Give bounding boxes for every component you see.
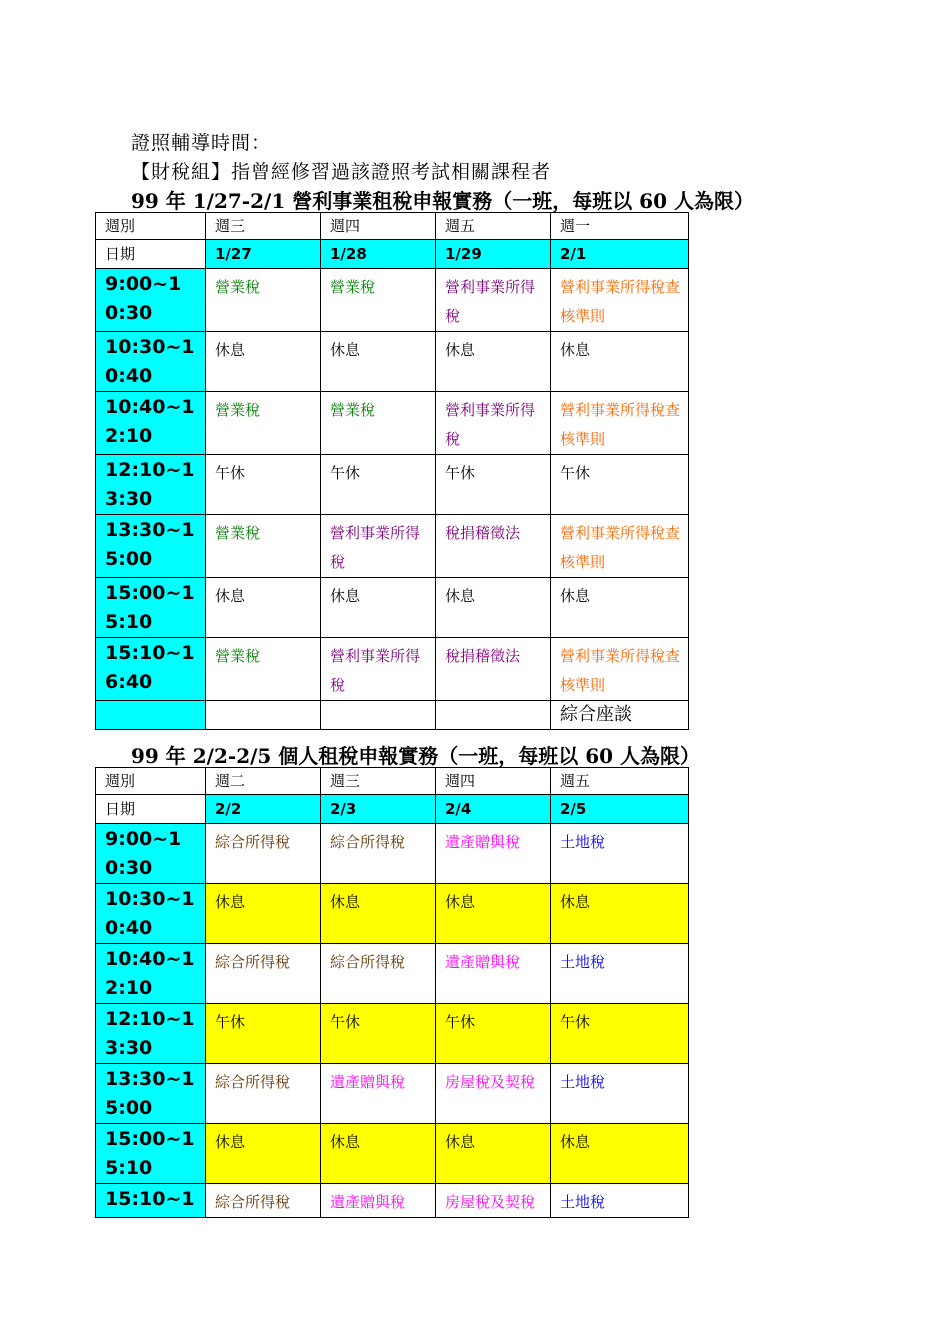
session-cell: 土地稅 bbox=[551, 1184, 689, 1218]
schedule-row bbox=[96, 1124, 689, 1184]
weekday-cell: 週三 bbox=[206, 213, 321, 240]
session-cell: 房屋稅及契稅 bbox=[436, 1184, 551, 1218]
time-slot: 15:10~16:40 bbox=[96, 638, 206, 701]
session-cell: 稅捐稽徵法 bbox=[436, 638, 551, 701]
session-cell: 營業稅 bbox=[206, 392, 321, 455]
schedule-table-business-tax bbox=[95, 212, 689, 730]
date-header-label: 日期 bbox=[96, 240, 206, 269]
date-cell: 2/2 bbox=[206, 795, 321, 824]
session-cell: 營業稅 bbox=[206, 269, 321, 332]
session-cell: 休息 bbox=[206, 332, 321, 392]
table1-heading: 99 年 1/27-2/1 營利事業租稅申報實務（一班，每班以 60 人為限） bbox=[131, 189, 754, 213]
time-slot: 10:40~12:10 bbox=[96, 392, 206, 455]
session-cell: 休息 bbox=[551, 1124, 689, 1184]
time-slot: 10:30~10:40 bbox=[96, 884, 206, 944]
time-slot: 12:10~13:30 bbox=[96, 455, 206, 515]
time-slot: 13:30~15:00 bbox=[96, 515, 206, 578]
date-cell: 1/28 bbox=[321, 240, 436, 269]
schedule-row bbox=[96, 269, 689, 332]
session-cell: 房屋稅及契稅 bbox=[436, 1064, 551, 1124]
session-cell: 午休 bbox=[321, 1004, 436, 1064]
session-cell: 營利事業所得稅查核準則 bbox=[551, 269, 689, 332]
weekday-header-label: 週別 bbox=[96, 213, 206, 240]
weekday-cell: 週五 bbox=[551, 768, 689, 795]
session-cell: 營利事業所得稅 bbox=[436, 269, 551, 332]
session-cell: 營業稅 bbox=[206, 638, 321, 701]
session-cell: 遺產贈與稅 bbox=[321, 1064, 436, 1124]
session-cell: 休息 bbox=[206, 1124, 321, 1184]
time-slot: 15:00~15:10 bbox=[96, 578, 206, 638]
session-cell: 營業稅 bbox=[321, 392, 436, 455]
time-slot: 15:00~15:10 bbox=[96, 1124, 206, 1184]
session-cell: 土地稅 bbox=[551, 1064, 689, 1124]
date-cell: 1/29 bbox=[436, 240, 551, 269]
schedule-row bbox=[96, 1184, 689, 1218]
session-cell: 休息 bbox=[206, 884, 321, 944]
date-cell: 2/1 bbox=[551, 240, 689, 269]
date-header-label: 日期 bbox=[96, 795, 206, 824]
session-cell: 休息 bbox=[436, 1124, 551, 1184]
time-slot: 10:40~12:10 bbox=[96, 944, 206, 1004]
date-cell: 1/27 bbox=[206, 240, 321, 269]
schedule-row bbox=[96, 701, 689, 730]
session-cell: 休息 bbox=[206, 578, 321, 638]
time-slot: 12:10~13:30 bbox=[96, 1004, 206, 1064]
schedule-row bbox=[96, 578, 689, 638]
schedule-row bbox=[96, 1064, 689, 1124]
schedule-row bbox=[96, 884, 689, 944]
session-cell: 休息 bbox=[321, 332, 436, 392]
session-cell: 休息 bbox=[436, 332, 551, 392]
session-cell: 休息 bbox=[551, 884, 689, 944]
time-slot: 13:30~15:00 bbox=[96, 1064, 206, 1124]
session-cell: 營業稅 bbox=[321, 269, 436, 332]
session-cell: 午休 bbox=[321, 455, 436, 515]
weekday-row bbox=[96, 768, 689, 795]
session-cell: 土地稅 bbox=[551, 824, 689, 884]
session-cell: 綜合所得稅 bbox=[321, 824, 436, 884]
date-cell: 2/3 bbox=[321, 795, 436, 824]
schedule-row bbox=[96, 1004, 689, 1064]
time-slot: 15:10~1 bbox=[96, 1184, 206, 1218]
session-cell bbox=[436, 701, 551, 730]
session-cell: 休息 bbox=[321, 578, 436, 638]
time-slot: 9:00~10:30 bbox=[96, 824, 206, 884]
session-cell: 營利事業所得稅 bbox=[321, 638, 436, 701]
session-cell: 午休 bbox=[206, 1004, 321, 1064]
session-cell: 營利事業所得稅查核準則 bbox=[551, 392, 689, 455]
session-cell: 綜合所得稅 bbox=[321, 944, 436, 1004]
session-cell: 午休 bbox=[551, 1004, 689, 1064]
session-cell: 午休 bbox=[206, 455, 321, 515]
weekday-cell: 週二 bbox=[206, 768, 321, 795]
schedule-row bbox=[96, 944, 689, 1004]
session-cell: 午休 bbox=[436, 1004, 551, 1064]
schedule-row bbox=[96, 638, 689, 701]
session-cell: 休息 bbox=[436, 884, 551, 944]
session-cell: 土地稅 bbox=[551, 944, 689, 1004]
session-cell: 午休 bbox=[551, 455, 689, 515]
session-cell: 遺產贈與稅 bbox=[436, 944, 551, 1004]
intro-line-1: 證照輔導時間： bbox=[131, 132, 272, 154]
session-cell: 綜合所得稅 bbox=[206, 1064, 321, 1124]
date-row bbox=[96, 795, 689, 824]
date-row bbox=[96, 240, 689, 269]
schedule-row bbox=[96, 515, 689, 578]
weekday-cell: 週一 bbox=[551, 213, 689, 240]
session-cell: 休息 bbox=[436, 578, 551, 638]
date-cell: 2/5 bbox=[551, 795, 689, 824]
session-cell: 休息 bbox=[321, 1124, 436, 1184]
session-cell: 營利事業所得稅 bbox=[321, 515, 436, 578]
session-cell: 休息 bbox=[321, 884, 436, 944]
schedule-row bbox=[96, 455, 689, 515]
schedule-table-personal-tax bbox=[95, 767, 689, 1218]
schedule-row bbox=[96, 824, 689, 884]
weekday-header-label: 週別 bbox=[96, 768, 206, 795]
session-cell bbox=[206, 701, 321, 730]
session-cell: 綜合所得稅 bbox=[206, 824, 321, 884]
weekday-cell: 週四 bbox=[321, 213, 436, 240]
time-slot: 9:00~10:30 bbox=[96, 269, 206, 332]
session-cell bbox=[321, 701, 436, 730]
session-cell: 綜合座談 bbox=[551, 701, 689, 730]
schedule-row bbox=[96, 392, 689, 455]
session-cell: 營利事業所得稅查核準則 bbox=[551, 515, 689, 578]
weekday-cell: 週三 bbox=[321, 768, 436, 795]
session-cell: 休息 bbox=[551, 332, 689, 392]
date-cell: 2/4 bbox=[436, 795, 551, 824]
session-cell: 綜合所得稅 bbox=[206, 944, 321, 1004]
session-cell: 遺產贈與稅 bbox=[436, 824, 551, 884]
schedule-row bbox=[96, 332, 689, 392]
weekday-row bbox=[96, 213, 689, 240]
intro-line-2: 【財稅組】指曾經修習過該證照考試相關課程者 bbox=[131, 161, 552, 183]
session-cell: 營利事業所得稅 bbox=[436, 392, 551, 455]
time-slot bbox=[96, 701, 206, 730]
session-cell: 稅捐稽徵法 bbox=[436, 515, 551, 578]
session-cell: 午休 bbox=[436, 455, 551, 515]
session-cell: 營業稅 bbox=[206, 515, 321, 578]
session-cell: 綜合所得稅 bbox=[206, 1184, 321, 1218]
table2-heading: 99 年 2/2-2/5 個人租稅申報實務（一班，每班以 60 人為限） bbox=[131, 744, 701, 768]
time-slot: 10:30~10:40 bbox=[96, 332, 206, 392]
session-cell: 休息 bbox=[551, 578, 689, 638]
session-cell: 營利事業所得稅查核準則 bbox=[551, 638, 689, 701]
weekday-cell: 週四 bbox=[436, 768, 551, 795]
session-cell: 遺產贈與稅 bbox=[321, 1184, 436, 1218]
weekday-cell: 週五 bbox=[436, 213, 551, 240]
